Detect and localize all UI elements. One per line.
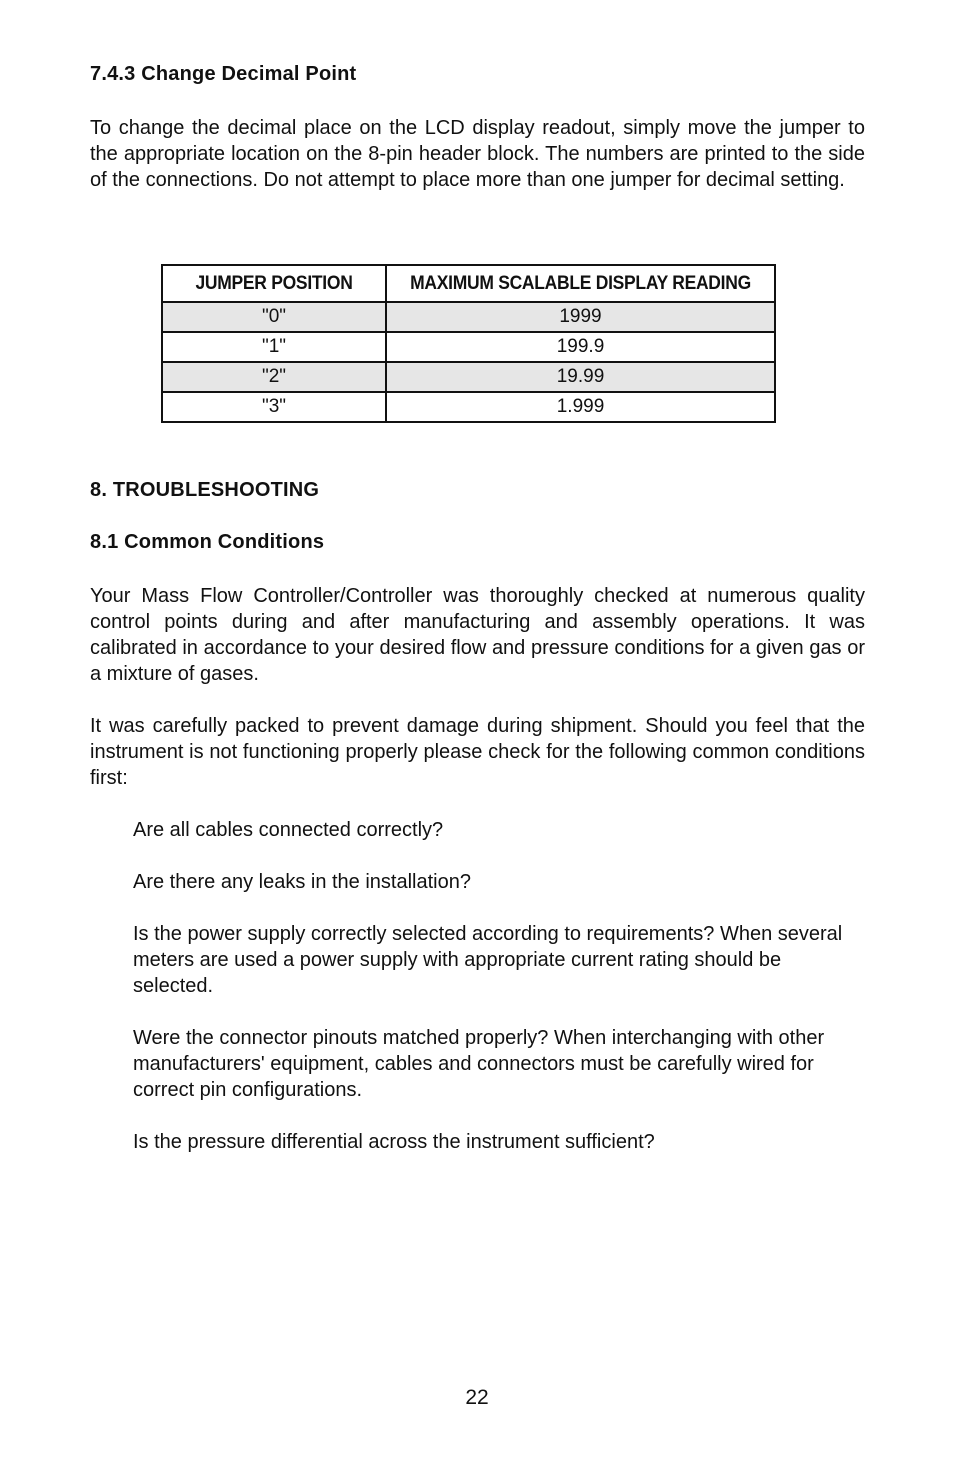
check-item-connector-pinouts: Were the connector pinouts matched properly? When interchanging with other manufacturers' equipment, cables and connectors must be carefully wired for correct pin configurations. — [133, 1027, 825, 1101]
jumper-position-table — [161, 264, 776, 423]
page-number: 22 — [465, 1386, 489, 1409]
check-item-leaks: Are there any leaks in the installation? — [133, 871, 471, 893]
table-cell-reading: 1999 — [386, 302, 775, 332]
check-item-power-supply: Is the power supply correctly selected according to requirements? When several meters are used a power supply with appropriate current rating should be selected. — [133, 923, 843, 997]
table-header-max-reading: MAXIMUM SCALABLE DISPLAY READING — [402, 265, 760, 302]
table-row — [162, 302, 775, 332]
section-heading-8: 8. TROUBLESHOOTING — [90, 479, 320, 501]
table-cell-jumper: "0" — [162, 302, 386, 332]
section-heading-7-4-3: 7.4.3 Change Decimal Point — [90, 63, 357, 85]
table-row — [162, 362, 775, 392]
section-heading-8-1: 8.1 Common Conditions — [90, 531, 325, 553]
common-conditions-paragraph-2: It was carefully packed to prevent damage during shipment. Should you feel that the instrument is not functioning properly please check for the following common conditions first: — [90, 715, 865, 789]
table-header-jumper-position: JUMPER POSITION — [171, 265, 377, 302]
table-header-row — [162, 265, 775, 302]
check-item-cables: Are all cables connected correctly? — [133, 819, 444, 841]
table-row — [162, 332, 775, 362]
check-item-pressure-differential: Is the pressure differential across the instrument sufficient? — [133, 1131, 655, 1153]
decimal-point-paragraph: To change the decimal place on the LCD display readout, simply move the jumper to the appropriate location on the 8-pin header block. The numbers are printed to the side of the connections. Do not attempt to place more than one jumper for decimal setting. — [90, 117, 865, 191]
table-cell-reading: 199.9 — [386, 332, 775, 362]
common-conditions-paragraph-1: Your Mass Flow Controller/Controller was thoroughly checked at numerous quality control points during and after manufacturing and assembly operations. It was calibrated in accordance to your desired flow and pressure conditions for a given gas or a mixture of gases. — [90, 585, 865, 685]
table-cell-jumper: "1" — [162, 332, 386, 362]
table-row — [162, 392, 775, 422]
table-cell-jumper: "3" — [162, 392, 386, 422]
table-cell-reading: 19.99 — [386, 362, 775, 392]
table-cell-jumper: "2" — [162, 362, 386, 392]
table-cell-reading: 1.999 — [386, 392, 775, 422]
